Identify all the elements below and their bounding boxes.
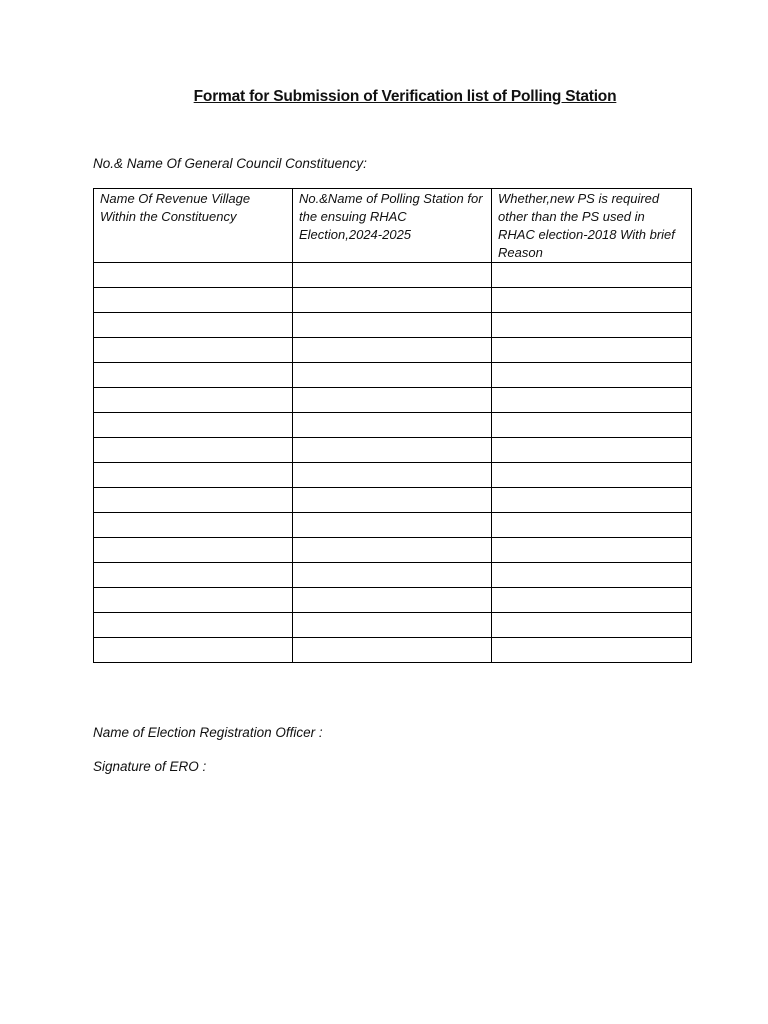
table-row xyxy=(94,338,692,363)
table-cell xyxy=(94,263,293,288)
table-cell xyxy=(94,488,293,513)
table-row xyxy=(94,513,692,538)
table-cell xyxy=(492,338,692,363)
table-cell xyxy=(293,313,492,338)
table-cell xyxy=(492,538,692,563)
table-cell xyxy=(293,413,492,438)
header-new-ps-required: Whether,new PS is required other than the PS used in RHAC election-2018 With brief Reason xyxy=(492,189,692,263)
table-cell xyxy=(492,588,692,613)
constituency-label: No.& Name Of General Council Constituency: xyxy=(93,156,367,171)
table-body xyxy=(94,263,692,663)
table-cell xyxy=(293,563,492,588)
table-cell xyxy=(94,563,293,588)
table-row xyxy=(94,638,692,663)
table-row xyxy=(94,488,692,513)
table-row xyxy=(94,363,692,388)
document-title: Format for Submission of Verification list of Polling Station xyxy=(193,88,617,105)
table-cell xyxy=(293,463,492,488)
table-cell xyxy=(94,338,293,363)
table-cell xyxy=(492,388,692,413)
table-cell xyxy=(293,363,492,388)
ero-signature-label: Signature of ERO : xyxy=(93,759,207,774)
table-cell xyxy=(94,413,293,438)
table-cell xyxy=(492,438,692,463)
table-cell xyxy=(94,388,293,413)
table-row xyxy=(94,288,692,313)
table-cell xyxy=(94,613,293,638)
table-cell xyxy=(94,638,293,663)
table-row xyxy=(94,438,692,463)
table-cell xyxy=(94,538,293,563)
table-row xyxy=(94,463,692,488)
table-cell xyxy=(293,588,492,613)
table-cell xyxy=(293,338,492,363)
table-cell xyxy=(293,538,492,563)
header-polling-station: No.&Name of Polling Station for the ensuing RHAC Election,2024-2025 xyxy=(293,189,492,263)
table-row xyxy=(94,313,692,338)
table-cell xyxy=(293,388,492,413)
table-row xyxy=(94,538,692,563)
table-cell xyxy=(492,613,692,638)
table-cell xyxy=(492,638,692,663)
table-cell xyxy=(492,563,692,588)
table-cell xyxy=(94,438,293,463)
table-cell xyxy=(94,313,293,338)
verification-table xyxy=(93,188,692,663)
table-cell xyxy=(293,638,492,663)
table-header-row xyxy=(94,189,692,263)
table-row xyxy=(94,263,692,288)
table-cell xyxy=(492,488,692,513)
ero-name-label: Name of Election Registration Officer : xyxy=(93,725,323,740)
table-row xyxy=(94,413,692,438)
table-cell xyxy=(293,438,492,463)
table-cell xyxy=(492,288,692,313)
table-cell xyxy=(492,413,692,438)
header-revenue-village: Name Of Revenue Village Within the Constituency xyxy=(94,189,293,263)
table-row xyxy=(94,588,692,613)
table-cell xyxy=(94,288,293,313)
table-row xyxy=(94,613,692,638)
table-cell xyxy=(94,463,293,488)
table-row xyxy=(94,563,692,588)
table-cell xyxy=(293,263,492,288)
table-cell xyxy=(94,513,293,538)
table-cell xyxy=(94,363,293,388)
table-row xyxy=(94,388,692,413)
table-cell xyxy=(94,588,293,613)
table-cell xyxy=(293,288,492,313)
table-cell xyxy=(492,463,692,488)
table-cell xyxy=(492,263,692,288)
table-cell xyxy=(492,363,692,388)
table-cell xyxy=(293,613,492,638)
table-cell xyxy=(293,488,492,513)
table-cell xyxy=(492,513,692,538)
table-cell xyxy=(492,313,692,338)
table-cell xyxy=(293,513,492,538)
